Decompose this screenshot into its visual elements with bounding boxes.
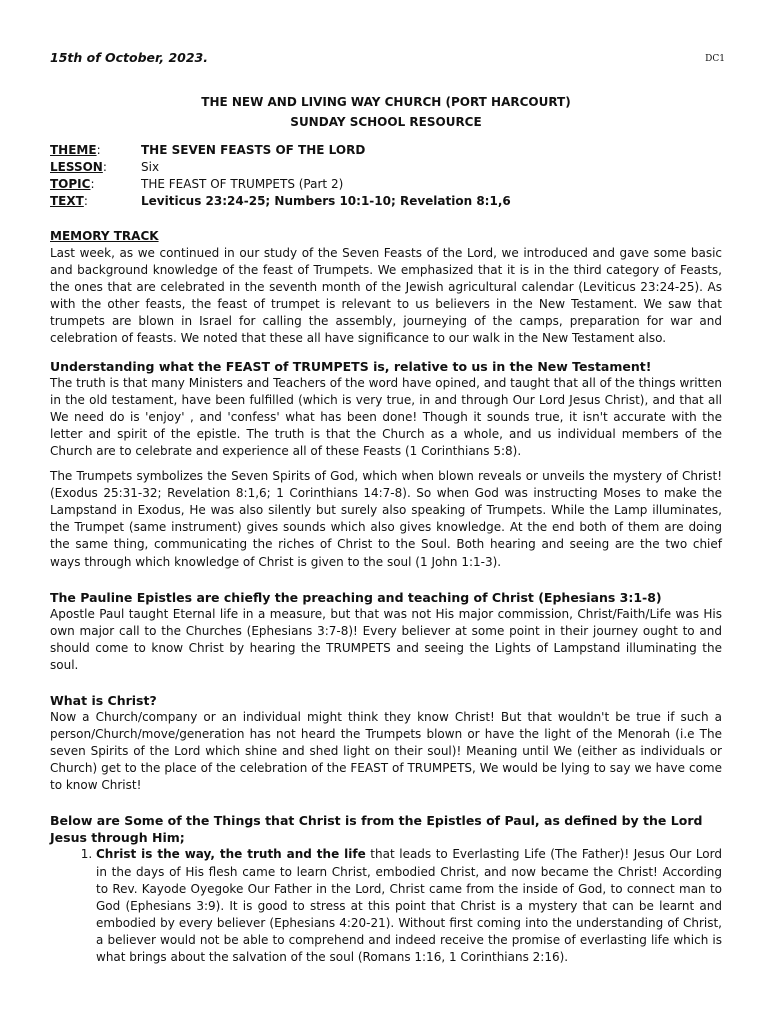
meta-sep: : bbox=[96, 143, 101, 157]
pauline-paragraph: Apostle Paul taught Eternal life in a measure, but that was not His major commission, Christ/Faith/Life was His own major call to the Churches (Ephesians 3:7-8)! Every believer at some point in their journey ought to and should come to know Christ by hearing the TRUMPETS and seeing the Lights of Lampstand illuminating the soul. bbox=[50, 606, 722, 672]
meta-theme bbox=[50, 142, 722, 159]
list-item-text: that leads to Everlasting Life (The Father)! Jesus Our Lord in the days of His flesh came to learn Christ, embodied Christ, and now became the Christ! According to Rev. Kayode Oyegoke Our Father in the Lord, Christ came from the inside of God, to connect man to God (Ephesians 3:9). It is good to stress at this point that Christ is a mystery that can be learnt and embodied by every believer (Ephesians 4:20-21). Without first coming into the understanding of Christ, a believer would not be able to comprehend and indeed receive the promise of everlasting life which is what brings about the salvation of the soul (Romans 1:16, 1 Corinthians 2:16). bbox=[96, 847, 722, 964]
understanding-section bbox=[50, 358, 722, 571]
meta-value-theme: THE SEVEN FEASTS OF THE LORD bbox=[141, 143, 366, 157]
understanding-heading: Understanding what the FEAST of TRUMPETS is, relative to us in the New Testament! bbox=[50, 358, 652, 374]
christ-list bbox=[50, 846, 722, 966]
document-title-block bbox=[50, 92, 722, 132]
pauline-section bbox=[50, 589, 722, 674]
meta-key-lesson: LESSON bbox=[50, 160, 103, 174]
meta-sep: : bbox=[83, 194, 88, 208]
list-item bbox=[96, 846, 722, 966]
what-is-christ-heading: What is Christ? bbox=[50, 692, 157, 708]
memory-track-heading: MEMORY TRACK bbox=[50, 229, 159, 243]
meta-lesson bbox=[50, 159, 722, 176]
what-is-christ-paragraph: Now a Church/company or an individual might think they know Christ! But that wouldn't be true if such a person/Church/move/generation has not heard the Trumpets blown or have the light of the Menorah (i.e The seven Spirits of the Lord which shine and shed light on their soul)! Meaning until We (either as individuals or Church) get to the place of the celebration of the FEAST of TRUMPETS, We would be lying to say we have come to know Christ! bbox=[50, 709, 722, 793]
meta-value-lesson: Six bbox=[141, 160, 160, 174]
meta-text bbox=[50, 193, 722, 210]
pauline-heading: The Pauline Epistles are chiefly the preaching and teaching of Christ (Ephesians 3:1-8) bbox=[50, 589, 662, 605]
meta-sep: : bbox=[102, 160, 107, 174]
meta-value-topic: THE FEAST OF TRUMPETS (Part 2) bbox=[141, 177, 344, 191]
christ-list-section bbox=[50, 812, 722, 966]
lesson-meta bbox=[50, 142, 722, 210]
understanding-paragraph-1: The truth is that many Ministers and Teachers of the word have opined, and taught that all of the things written in the old testament, have been fulfilled (which is very true, in and through Our Lord Jesus Christ), and that all We need do is 'enjoy' , and 'confess' what has been done! Though it sounds true, it isn't accurate with the letter and spirit of the epistle. The truth is that the Church as a whole, and us individual members of the Church are to celebrate and experience all of these Feasts (1 Corinthians 5:8). bbox=[50, 375, 722, 458]
christ-list-heading: Below are Some of the Things that Christ is from the Epistles of Paul, as defined by the Lord Jesus through Him; bbox=[50, 813, 703, 846]
meta-key-text: TEXT bbox=[50, 194, 84, 208]
list-item-lead: Christ is the way, the truth and the life bbox=[96, 847, 366, 862]
memory-track-section bbox=[50, 228, 722, 348]
church-name: THE NEW AND LIVING WAY CHURCH (PORT HARCOURT) bbox=[201, 95, 571, 109]
meta-key-theme: THEME bbox=[50, 143, 97, 157]
document-page bbox=[50, 50, 725, 966]
lesson-date: 15th of October, 2023. bbox=[50, 50, 208, 65]
what-is-christ-section bbox=[50, 692, 722, 794]
understanding-paragraph-2: The Trumpets symbolizes the Seven Spirits of God, which when blown reveals or unveils the mystery of Christ! (Exodus 25:31-32; Revelation 8:1,6; 1 Corinthians 14:7-8). So when God was instructing Moses to make the Lampstand in Exodus, He was also silently but surely also speaking of Trumpets. While the Lamp illuminates, the Trumpet (same instrument) gives sounds which also gives knowledge. At the end both of them are doing the same thing, communicating the riches of Christ to the Soul. Both hearing and seeing are the two chief ways through which knowledge of Christ is given to the soul (1 John 1:1-3). bbox=[50, 469, 722, 569]
meta-topic bbox=[50, 176, 722, 193]
meta-sep: : bbox=[90, 177, 95, 191]
resource-title: SUNDAY SCHOOL RESOURCE bbox=[290, 115, 482, 129]
meta-key-topic: TOPIC bbox=[50, 177, 91, 191]
document-code: DC1 bbox=[705, 54, 725, 64]
memory-track-paragraph: Last week, as we continued in our study of the Seven Feasts of the Lord, we introduced and gave some basic and background knowledge of the feast of Trumpets. We emphasized that it is in the third category of Feasts, the ones that are celebrated in the seventh month of the Jewish agricultural calendar (Leviticus 23:24-25). As with the other feasts, the feast of trumpet is relevant to us believers in the New Testament. We saw that trumpets are blown in Israel for calling the assembly, journeying of the camps, preparation for war and celebration of feasts. We noted that these all have significance to our walk in the New Testament also. bbox=[50, 246, 722, 346]
meta-value-text: Leviticus 23:24-25; Numbers 10:1-10; Revelation 8:1,6 bbox=[141, 194, 511, 208]
